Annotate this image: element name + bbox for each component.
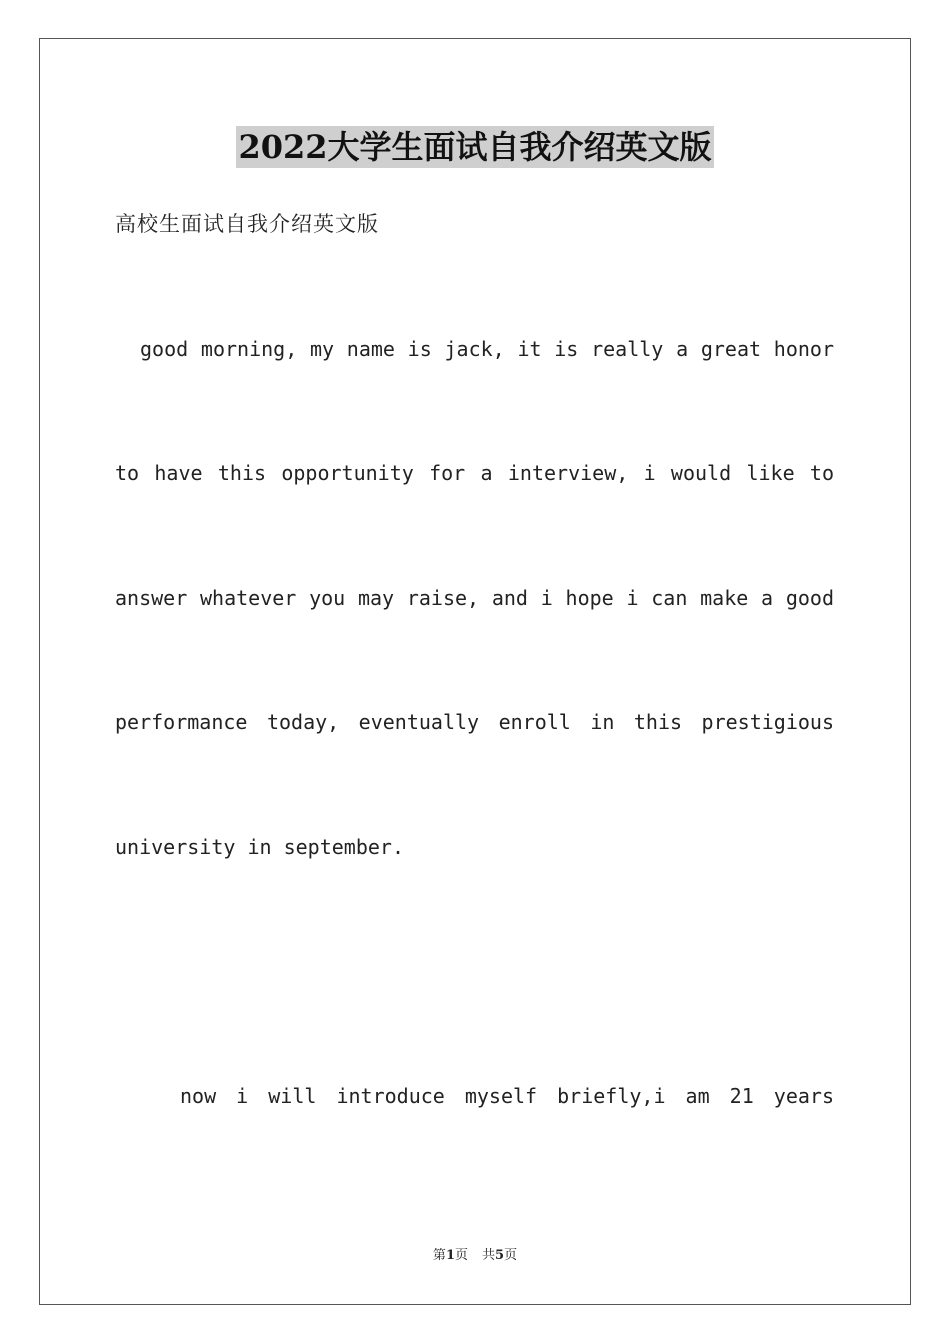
footer-page-suffix: 页 (454, 1248, 468, 1263)
footer-page-current: 1 (445, 1248, 455, 1263)
body-line-3: answer whatever you may raise, and i hope i can make a good (115, 586, 834, 610)
document-title-wrapper (0, 126, 950, 168)
footer-total-prefix: 共 (482, 1248, 496, 1263)
body-line-4: performance today, eventually enroll in this prestigious (115, 710, 834, 734)
footer-page-total: 5 (495, 1248, 505, 1263)
page-footer (0, 1247, 950, 1265)
document-subtitle: 高校生面试自我介绍英文版 (115, 212, 379, 236)
body-line-1: good morning, my name is jack, it is really a great honor (140, 337, 834, 361)
body-line-5: university in september. (115, 835, 404, 859)
footer-total-suffix: 页 (504, 1248, 518, 1263)
body-line-6: now i will introduce myself briefly,i am 21 years (180, 1084, 834, 1108)
body-line-2: to have this opportunity for a interview, i would like to (115, 461, 834, 485)
document-title: 2022大学生面试自我介绍英文版 (238, 128, 712, 166)
footer-page-prefix: 第 (432, 1248, 446, 1263)
